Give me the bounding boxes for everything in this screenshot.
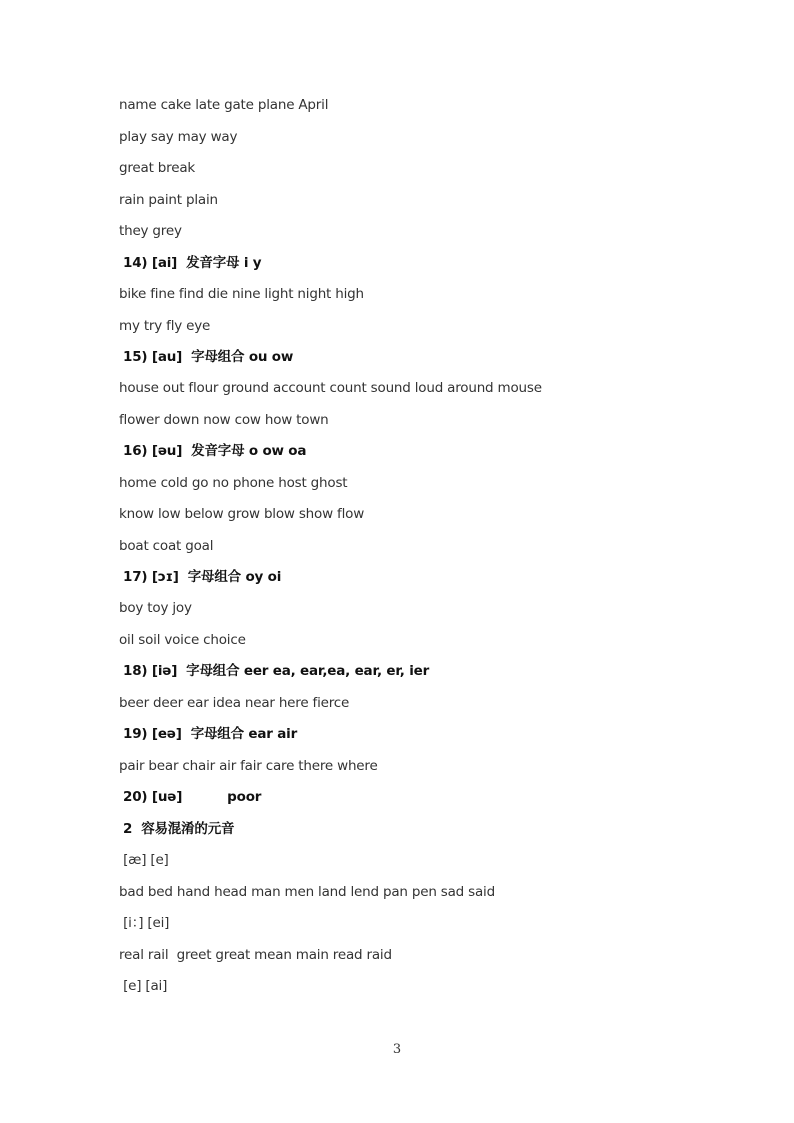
section-heading: 15) [au] 字母组合 ou ow (123, 349, 294, 365)
phonetic-pair-label: [æ] [e] (119, 852, 169, 868)
section-heading: 20) [uə] poor (123, 789, 262, 805)
word-list-line: boy toy joy (119, 600, 192, 616)
section-heading: 19) [eə] 字母组合 ear air (123, 726, 298, 742)
word-list-line: name cake late gate plane April (119, 97, 329, 113)
word-list-line: they grey (119, 223, 182, 239)
word-list-line: play say may way (119, 129, 238, 145)
phonetic-pair-label: [i：] [ei] (119, 915, 170, 931)
word-list-line: bad bed hand head man men land lend pan pen sad said (119, 884, 495, 900)
section-heading: 2 容易混淆的元音 (123, 821, 235, 837)
word-list-line: beer deer ear idea near here fierce (119, 695, 350, 711)
section-heading: 18) [iə] 字母组合 eer ea, ear,ea, ear, er, ier (123, 663, 430, 679)
section-heading: 16) [əu] 发音字母 o ow oa (123, 443, 307, 459)
word-list-line: home cold go no phone host ghost (119, 475, 348, 491)
word-list-line: boat coat goal (119, 538, 214, 554)
word-list-line: flower down now cow how town (119, 412, 329, 428)
word-list-line: real rail greet great mean main read raid (119, 947, 392, 963)
word-list-line: my try fly eye (119, 318, 211, 334)
page-number: 3 (392, 1042, 402, 1057)
word-list-line: oil soil voice choice (119, 632, 246, 648)
word-list-line: house out flour ground account count sound loud around mouse (119, 380, 542, 396)
word-list-line: rain paint plain (119, 192, 218, 208)
section-heading: 14) [ai] 发音字母 i y (123, 255, 262, 271)
word-list-line: pair bear chair air fair care there where (119, 758, 378, 774)
word-list-line: great break (119, 160, 196, 176)
section-heading: 17) [ɔɪ] 字母组合 oy oi (123, 569, 282, 585)
phonetic-pair-label: [e] [ai] (119, 978, 168, 994)
word-list-line: know low below grow blow show flow (119, 506, 365, 522)
word-list-line: bike fine find die nine light night high (119, 286, 364, 302)
